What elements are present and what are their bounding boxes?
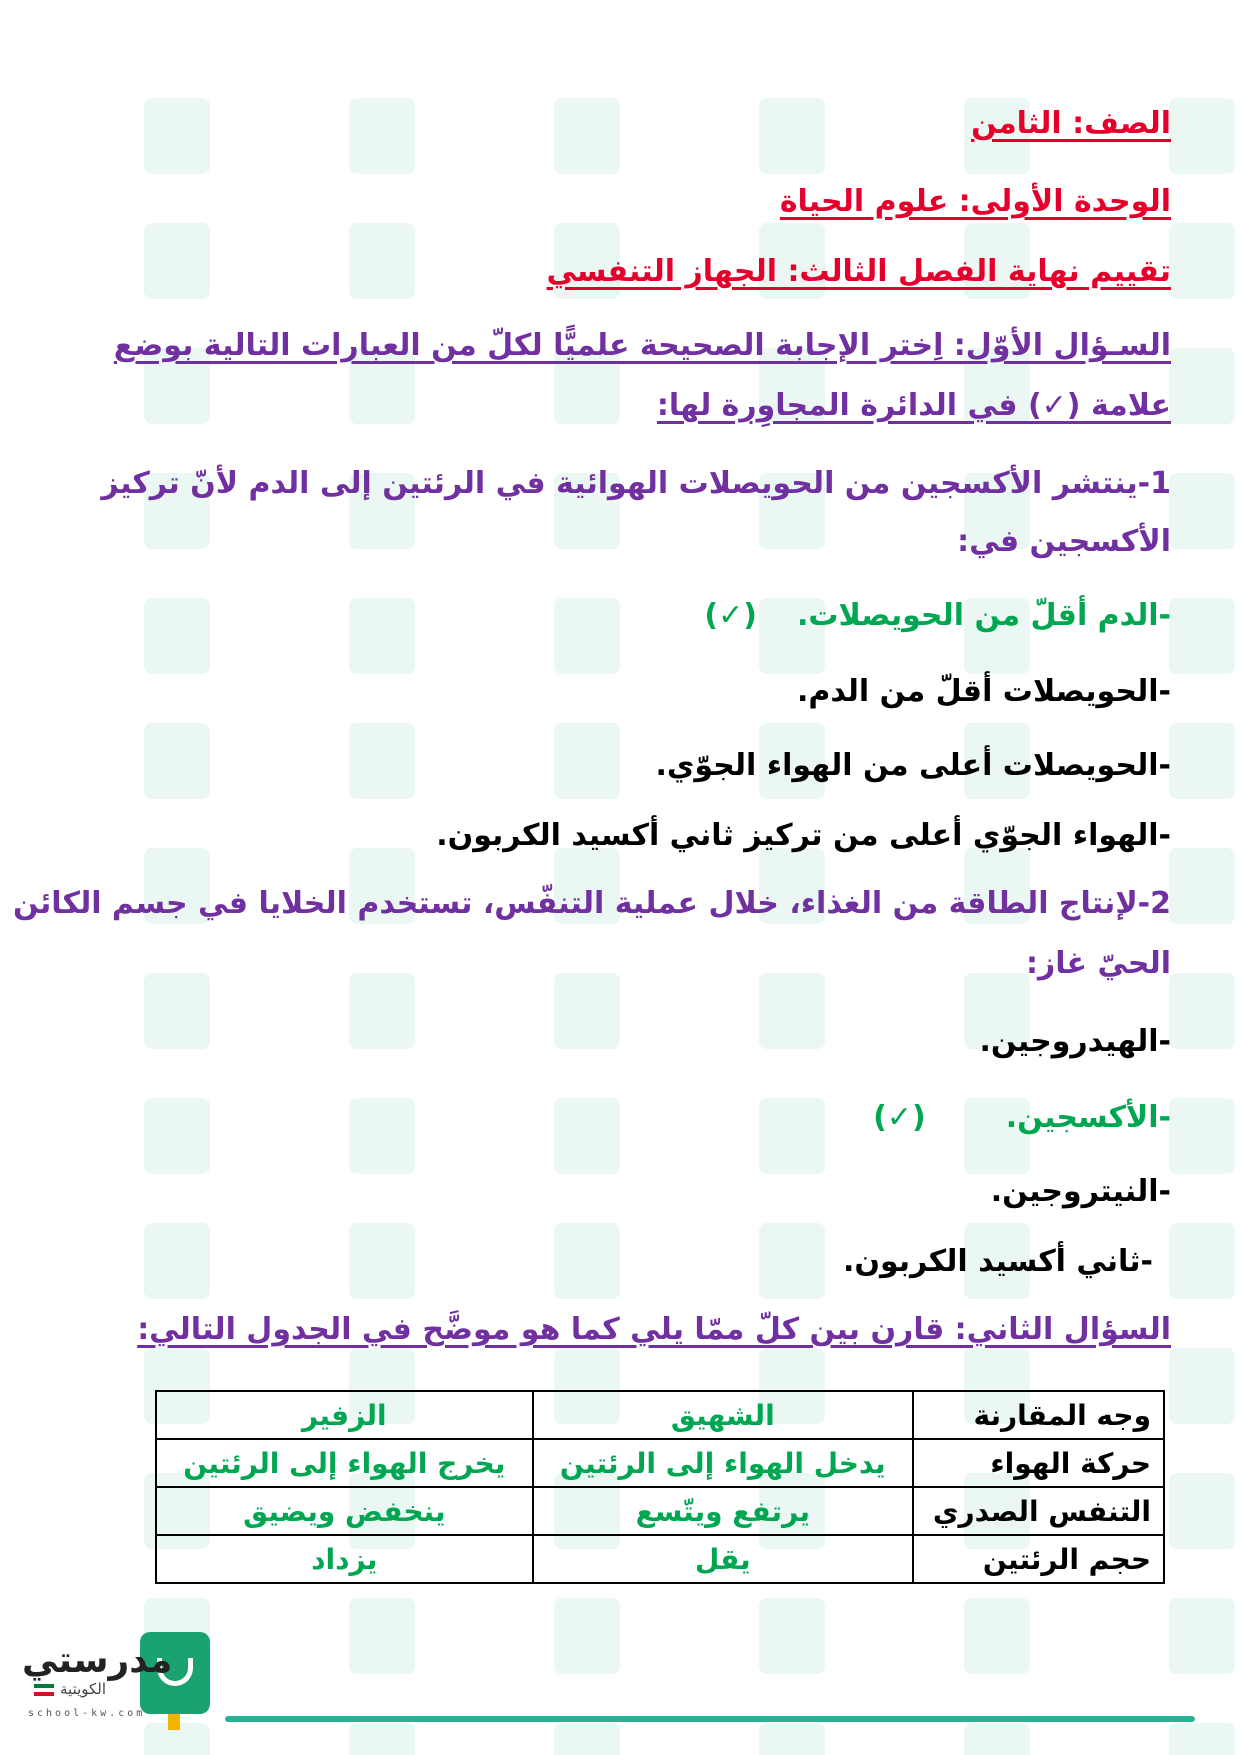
option-text: -النيتروجين. [990,1174,1171,1209]
item2-option-1[interactable] [979,1024,1171,1059]
kuwait-flag-icon [34,1684,54,1696]
item2-stem-line1: 2-لإنتاج الطاقة من الغذاء، خلال عملية التنفّس، تستخدم الخلايا في جسم الكائن [12,886,1171,921]
unit-heading: الوحدة الأولى: علوم الحياة [779,184,1171,219]
option-text: -الحويصلات أعلى من الهواء الجوّي. [655,748,1171,783]
table-cell: يدخل الهواء إلى الرئتين [533,1439,913,1487]
question1-title-line2: علامة (✓) في الدائرة المجاوِرة لها: [656,388,1171,423]
option-text: -الحويصلات أقلّ من الدم. [796,674,1171,709]
table-cell: يزداد [156,1535,533,1583]
logo-url: school-kw.com [28,1708,146,1719]
option-text: -الأكسجين. [1005,1100,1171,1135]
check-mark-icon: (✓) [704,598,757,633]
table-cell: حركة الهواء [913,1439,1164,1487]
option-text: -ثاني أكسيد الكربون. [842,1244,1153,1279]
item2-option-2[interactable] [873,1100,1171,1135]
item2-option-4[interactable] [843,1244,1153,1279]
item2-stem-line2: الحيّ غاز: [1026,946,1171,981]
logo-subtitle: الكويتية [60,1680,107,1698]
table-cell: يخرج الهواء إلى الرئتين [156,1439,533,1487]
table-cell: الشهيق [533,1391,913,1439]
table-header-row [156,1391,1164,1439]
table-cell: ينخفض ويضيق [156,1487,533,1535]
table-row [156,1439,1164,1487]
item1-option-4[interactable] [436,818,1171,853]
check-mark-icon: (✓) [873,1100,926,1135]
grade-heading: الصف: الثامن [971,106,1171,141]
comparison-table [155,1390,1165,1584]
item1-stem-line1: 1-ينتشر الأكسجين من الحويصلات الهوائية في الرئتين إلى الدم لأنّ تركيز [101,466,1171,501]
table-row [156,1487,1164,1535]
table-cell: الزفير [156,1391,533,1439]
question2-title: السؤال الثاني: قارن بين كلّ ممّا يلي كما هو موضَّح في الجدول التالي: [137,1312,1171,1347]
item1-option-2[interactable] [797,674,1171,709]
option-text: -الدم أقلّ من الحويصلات. [796,598,1171,633]
table-cell: يقل [533,1535,913,1583]
table-row [156,1535,1164,1583]
footer-divider [225,1716,1195,1722]
table-cell: وجه المقارنة [913,1391,1164,1439]
question1-title-line1: السـؤال الأوّل: اِختر الإجابة الصحيحة علميًّا لكلّ من العبارات التالية بوضع [113,328,1171,363]
item2-option-3[interactable] [991,1174,1171,1209]
logo-name: مدرستي [22,1640,173,1681]
item1-stem-line2: الأكسجين في: [957,524,1171,559]
item1-option-3[interactable] [655,748,1171,783]
table-cell: حجم الرئتين [913,1535,1164,1583]
option-text: -الهواء الجوّي أعلى من تركيز ثاني أكسيد الكربون. [436,818,1171,853]
bookmark-icon [168,1714,180,1730]
assessment-heading: تقييم نهاية الفصل الثالث: الجهاز التنفسي [546,254,1171,289]
item1-option-1[interactable] [704,598,1171,633]
option-text: -الهيدروجين. [979,1024,1171,1059]
table-cell: يرتفع ويتّسع [533,1487,913,1535]
table-cell: التنفس الصدري [913,1487,1164,1535]
